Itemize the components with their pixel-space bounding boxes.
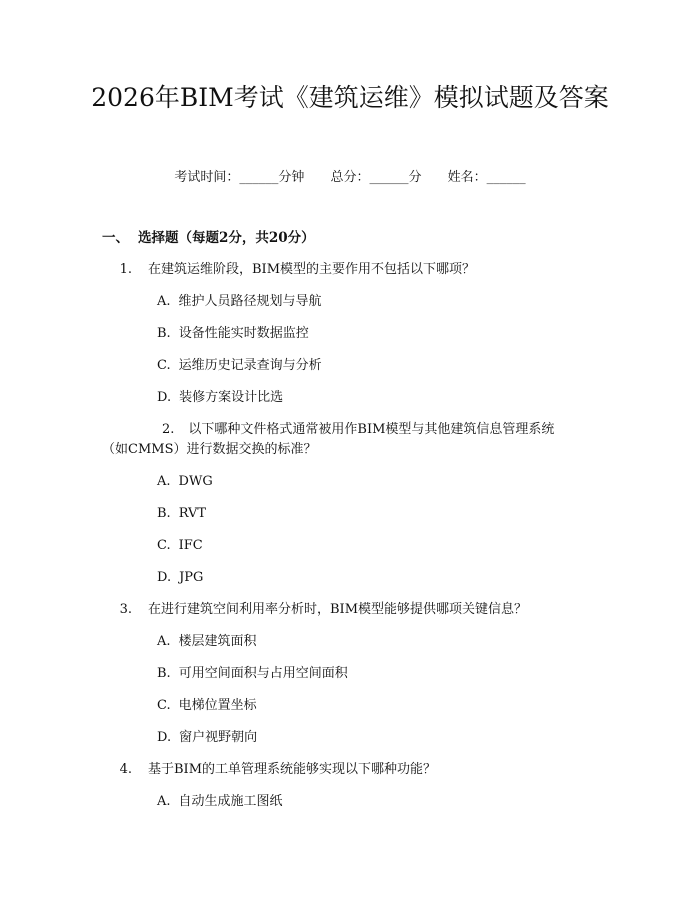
option-letter: A. <box>157 294 171 309</box>
option-letter: C. <box>157 698 171 713</box>
section-title: 选择题（每题2分，共20分） <box>138 230 315 246</box>
option-letter: A. <box>157 634 171 649</box>
question-text: 在建筑运维阶段，BIM模型的主要作用不包括以下哪项？ <box>148 262 475 277</box>
total-score-field: 总分：______分 <box>330 170 422 185</box>
question-4 <box>102 760 582 780</box>
student-name-field: 姓名：______ <box>447 170 526 185</box>
option-text: 维护人员路径规划与导航 <box>178 294 322 309</box>
question-3-option-c <box>157 696 257 716</box>
question-3-option-a <box>157 632 257 652</box>
question-2-option-c <box>157 536 203 556</box>
option-letter: D. <box>157 570 172 585</box>
question-number: 2. <box>162 422 175 437</box>
option-text: DWG <box>178 474 213 489</box>
page-title: 2026年BIM考试《建筑运维》模拟试题及答案 <box>91 83 609 112</box>
question-1-option-b <box>157 324 309 344</box>
option-letter: C. <box>157 358 171 373</box>
option-letter: A. <box>157 794 171 809</box>
option-letter: B. <box>157 506 171 521</box>
option-text: 电梯位置坐标 <box>178 698 257 713</box>
option-text: JPG <box>179 570 204 585</box>
option-letter: B. <box>157 666 171 681</box>
option-text: 楼层建筑面积 <box>178 634 257 649</box>
option-text: 窗户视野朝向 <box>179 730 258 745</box>
section-number: 一、 <box>102 230 129 246</box>
option-letter: C. <box>157 538 171 553</box>
option-text: 自动生成施工图纸 <box>178 794 283 809</box>
question-number: 3. <box>119 602 132 617</box>
question-1-option-d <box>157 388 283 408</box>
question-2-option-b <box>157 504 206 524</box>
question-2-option-a <box>157 472 213 492</box>
question-2 <box>102 420 578 460</box>
question-2-option-d <box>157 568 203 588</box>
question-number: 4. <box>119 762 132 777</box>
question-1-option-c <box>157 356 322 376</box>
option-text: 运维历史记录查询与分析 <box>178 358 322 373</box>
option-letter: D. <box>157 390 172 405</box>
option-letter: D. <box>157 730 172 745</box>
question-text: 以下哪种文件格式通常被用作BIM模型与其他建筑信息管理系统（如CMMS）进行数据交换的标准？ <box>102 422 555 457</box>
option-letter: B. <box>157 326 171 341</box>
option-text: 装修方案设计比选 <box>179 390 284 405</box>
question-text: 基于BIM的工单管理系统能够实现以下哪种功能？ <box>148 762 436 777</box>
question-number: 1. <box>119 262 132 277</box>
section-heading <box>102 228 315 248</box>
question-1 <box>102 260 582 280</box>
question-text: 在进行建筑空间利用率分析时，BIM模型能够提供哪项关键信息？ <box>148 602 527 617</box>
option-text: IFC <box>178 538 203 553</box>
exam-info <box>0 168 700 188</box>
question-3-option-b <box>157 664 348 684</box>
exam-time-field: 考试时间：______分钟 <box>174 170 305 185</box>
question-1-option-a <box>157 292 322 312</box>
option-text: RVT <box>178 506 207 521</box>
option-text: 设备性能实时数据监控 <box>178 326 309 341</box>
question-4-option-a <box>157 792 283 812</box>
option-text: 可用空间面积与占用空间面积 <box>178 666 348 681</box>
question-3 <box>102 600 582 620</box>
question-3-option-d <box>157 728 257 748</box>
option-letter: A. <box>157 474 171 489</box>
